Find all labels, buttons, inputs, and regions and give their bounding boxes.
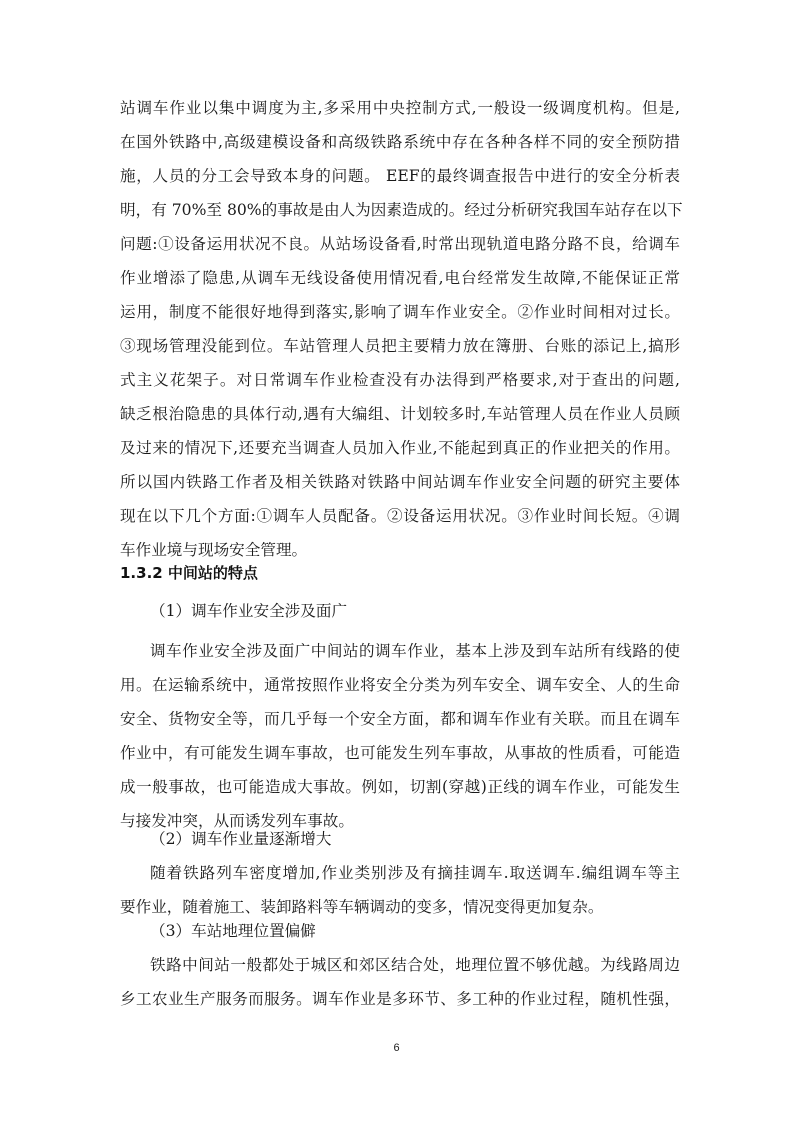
section-heading: 1.3.2 中间站的特点 xyxy=(120,564,258,582)
subsection-title-2 xyxy=(150,822,710,856)
paragraph-1 xyxy=(120,91,683,567)
page-number: 6 xyxy=(393,1042,400,1054)
text-line: 式主义花架子。对日常调车作业检查没有办法得到严格要求,对于查出的问题, xyxy=(120,371,680,389)
text-line: 铁路中间站一般都处于城区和郊区结合处，地理位置不够优越。为线路周边 xyxy=(150,956,680,974)
text-line: 及过来的情况下,还要充当调查人员加入作业,不能起到真正的作业把关的作用。 xyxy=(120,439,680,457)
text-line: 在国外铁路中,高级建模设备和高级铁路系统中存在各种各样不同的安全预防措 xyxy=(120,133,680,151)
text-line: 车作业境与现场安全管理。 xyxy=(120,541,308,559)
text-line: 运用，制度不能很好地得到落实,影响了调车作业安全。②作业时间相对过长。 xyxy=(120,303,680,321)
text-line: 所以国内铁路工作者及相关铁路对铁路中间站调车作业安全问题的研究主要体 xyxy=(120,473,680,491)
text-line: 成一般事故，也可能造成大事故。例如，切割(穿越)正线的调车作业，可能发生 xyxy=(120,778,680,796)
text-line: 站调车作业以集中调度为主,多采用中央控制方式,一般设一级调度机构。但是, xyxy=(120,99,680,117)
text-line: 要作业，随着施工、装卸路料等车辆调动的变多，情况变得更加复杂。 xyxy=(120,898,604,916)
paragraph-2 xyxy=(120,634,680,838)
text-line: 现在以下几个方面:①调车人员配备。②设备运用状况。③作业时间长短。④调 xyxy=(120,507,680,525)
text-line: ③现场管理没能到位。车站管理人员把主要精力放在簿册、台账的添记上,搞形 xyxy=(120,337,680,355)
text-line: 问题:①设备运用状况不良。从站场设备看,时常出现轨道电路分路不良，给调车 xyxy=(120,235,680,253)
subsection-title-text: （3）车站地理位置偏僻 xyxy=(150,922,316,940)
subsection-title-1 xyxy=(150,594,710,628)
paragraph-4 xyxy=(120,948,680,1016)
text-line: 明，有 70%至 80%的事故是由人为因素造成的。经过分析研究我国车站存在以下 xyxy=(120,201,683,219)
text-line: 随着铁路列车密度增加,作业类别涉及有摘挂调车.取送调车.编组调车等主 xyxy=(150,864,680,882)
text-line: 施，人员的分工会导致本身的问题。 EEF的最终调查报告中进行的安全分析表 xyxy=(120,167,680,185)
text-line: 调车作业安全涉及面广中间站的调车作业，基本上涉及到车站所有线路的使 xyxy=(150,642,680,660)
text-line: 作业中，有可能发生调车事故，也可能发生列车事故，从事故的性质看，可能造 xyxy=(120,744,680,762)
text-line: 安全、货物安全等，而几乎每一个安全方面，都和调车作业有关联。而且在调车 xyxy=(120,710,680,728)
subsection-title-text: （1）调车作业安全涉及面广 xyxy=(150,602,348,620)
subsection-title-text: （2）调车作业量逐渐增大 xyxy=(150,830,332,848)
text-line: 与接发冲突，从而诱发列车事故。 xyxy=(120,812,354,830)
text-line: 用。在运输系统中，通常按照作业将安全分类为列车安全、调车安全、人的生命 xyxy=(120,676,680,694)
text-line: 乡工农业生产服务而服务。调车作业是多环节、多工种的作业过程，随机性强， xyxy=(120,990,680,1008)
text-line: 作业增添了隐患,从调车无线设备使用情况看,电台经常发生故障,不能保证正常 xyxy=(120,269,680,287)
subsection-title-3 xyxy=(150,914,710,948)
text-line: 缺乏根治隐患的具体行动,遇有大编组、计划较多时,车站管理人员在作业人员顾 xyxy=(120,405,680,423)
